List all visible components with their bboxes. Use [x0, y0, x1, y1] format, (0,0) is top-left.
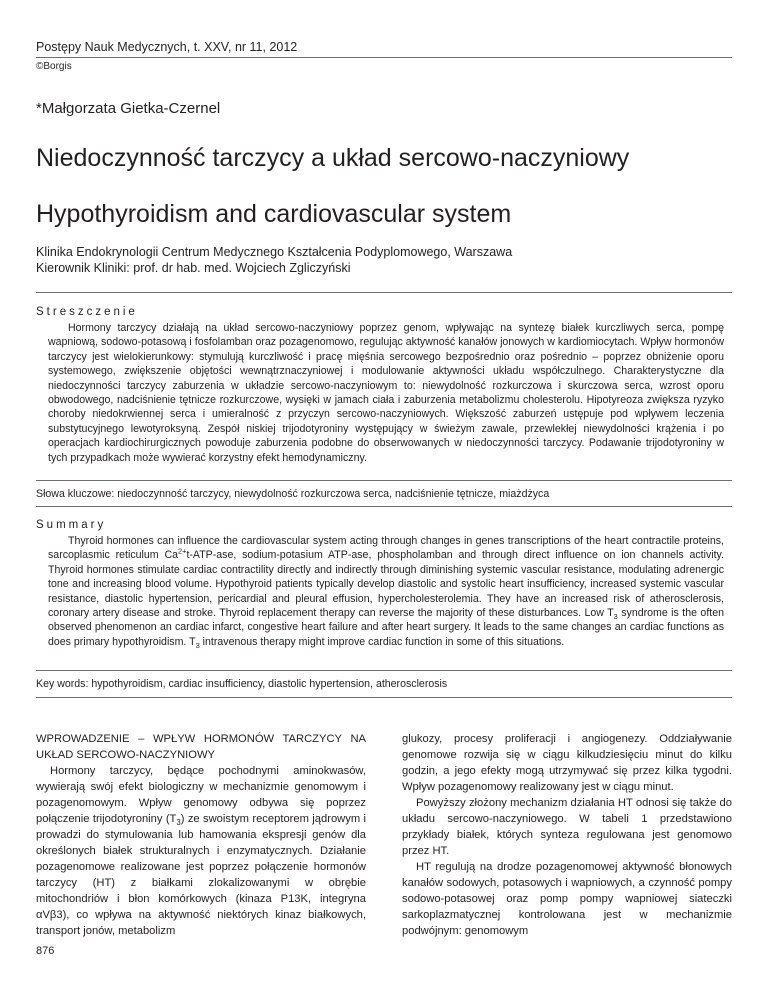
divider	[36, 670, 732, 671]
streszczenie-heading: Streszczenie	[36, 306, 138, 318]
summary-text: Thyroid hormones can influence the cardiovascular system acting through changes in genes transcriptions of the heart contractile proteins, sarcoplasmic reticulum $Ca^{2+}t-ATP$-ase, sodium-potasium ATP-ase, phospholamban and through direct influence on ion channels activity. Thyroid hormones stimulate cardiac contractility directly and indirectly through diminishing systemic vascular resistance, modulating adrenergic tone and increasing blood volume. Hypothyroid patients typically develop diastolic and systolic heart insufficiency, increased systemic vascular resistance, diastolic hypertension, pericardial and pleural effusion, hypercholesterolemia. They have an increased risk of atherosclerosis, coronary artery disease and stroke. Thyroid replacement therapy can reverse the majority of these disturbances. Low $T_3$ syndrome is the often observed phenomenon an cardiac infarct, congestive heart failure and after heart surgery. It leads to the same changes an cardiac functions as does primary hypothyroidism. $T_3$ intravenous therapy might improve cardiac function in some of this situations.	[48, 535, 724, 650]
author-name: *Małgorzata Gietka-Czernel	[36, 100, 221, 117]
affiliation-institution: Klinika Endokrynologii Centrum Medycznego Kształcenia Podyplomowego, Warszawa	[36, 245, 513, 259]
body-column-right	[402, 731, 732, 939]
divider	[36, 292, 732, 293]
copyright-notice: ©Borgis	[36, 61, 72, 72]
body-paragraph: HT regulują na drodze pozagenomowej aktywność błonowych kanałów sodowych, potasowych i wapniowych, a czynność pompy sodowo-potasowej oraz pomp pompy wapniowej siateczki sarkoplazmatycznej kontrolowana jest w mechanizmie podwójnym: genomowym	[402, 861, 732, 937]
key-words: Key words: hypothyroidism, cardiac insufficiency, diastolic hypertension, atherosclerosis	[36, 678, 448, 690]
summary-heading: Summary	[36, 519, 107, 531]
journal-citation: Postępy Nauk Medycznych, t. XXV, nr 11, 2012	[36, 40, 298, 54]
title-polish: Niedoczynność tarczycy a układ sercowo-naczyniowy	[36, 144, 630, 172]
section-heading: WPROWADZENIE – WPŁYW HORMONÓW TARCZYCY NA UKŁAD SERCOWO-NACZYNIOWY	[36, 733, 366, 761]
divider	[36, 480, 732, 481]
body-column-left	[36, 731, 366, 939]
body-paragraph: glukozy, procesy proliferacji i angiogenezy. Oddziaływanie genomowe rozwija się w ciągu kilkudziesięciu minut do kilku godzin, a jego efekty mogą utrzymywać się przez kilka tygodni. Wpływ pozagenomowy realizowany jest w ciągu minut.	[402, 733, 732, 793]
affiliation	[36, 244, 512, 276]
divider	[36, 697, 732, 698]
body-paragraph: Hormony tarczycy, będące pochodnymi aminokwasów, wywierają swój efekt biologiczny w mechanizmie genomowym i pozagenomowym. Wpływ genomowy odbywa się poprzez połączenie trijodotyroniny $(T_3)$ ze swoistym receptorem jądrowym i prowadzi do stymulowania lub hamowania ekspresji genów dla określonych białek strukturalnych i enzymatycznych. Działanie pozagenomowe realizowane jest poprzez połączenie hormonów tarczycy (HT) z białkami zlokalizowanymi w obrębie mitochondriów i błon komórkowych (kinaza P13K, integryna αVβ3), co wpływa na aktywność niektórych kinaz białkowych, transport jonów, metabolizm	[36, 765, 366, 937]
body-paragraph: Powyższy złożony mechanizm działania HT odnosi się także do układu sercowo-naczyniowego. W tabeli 1 przedstawiono przykłady białek, których synteza regulowana jest genomowo przez HT.	[402, 797, 732, 857]
slowa-kluczowe: Słowa kluczowe: niedoczynność tarczycy, niewydolność rozkurczowa serca, nadciśnienie tętnicze, miażdżyca	[36, 488, 550, 500]
streszczenie-text: Hormony tarczycy działają na układ sercowo-naczyniowy poprzez genom, wpływając na syntezę białek kurczliwych serca, pompę wapniową, sodowo-potasową i fosfolamban oraz pozagenomowo, regulując aktywność kanałów jonowych w kardiomiocytach. Wpływ hormonów tarczycy jest wielokierunkowy: stymulują kurczliwość i pracę mięśnia sercowego bezpośrednio oraz pośrednio – poprzez obniżenie oporu systemowego, zwiększenie objętości wewnątrznaczyniowej i modulowanie aktywności układu współczulnego. Charakterystyczne dla niedoczynności tarczycy zaburzenia w układzie sercowo-naczyniowym to: niewydolność rozkurczowa i skurczowa serca, wzrost oporu obwodowego, nadciśnienie tętnicze rozkurczowe, wysięki w jamach ciała i zaburzenia metabolizmu cholesterolu. Hipotyreoza zwiększa ryzyko choroby niedokrwiennej serca i umieralność z przyczyn sercowo-naczyniowych. Większość zaburzeń ustępuje pod wpływem leczenia substytucyjnego lewotyroksyną. Zespół niskiej trijodotyroniny występujący w świeżym zawale, przewlekłej niewydolności krążenia i po operacjach kardiochirurgicznych powoduje zaburzenia podobne do obserwowanych w niedoczynności tarczycy. Podawanie trijodotyroniny w tych przypadkach może wywierać korzystny efekt hemodynamiczny.	[48, 322, 724, 464]
page-number: 876	[36, 945, 55, 957]
header-rule	[36, 57, 732, 58]
title-english: Hypothyroidism and cardiovascular system	[36, 200, 512, 228]
divider	[36, 506, 732, 507]
affiliation-head: Kierownik Kliniki: prof. dr hab. med. Wojciech Zgliczyński	[36, 261, 351, 275]
